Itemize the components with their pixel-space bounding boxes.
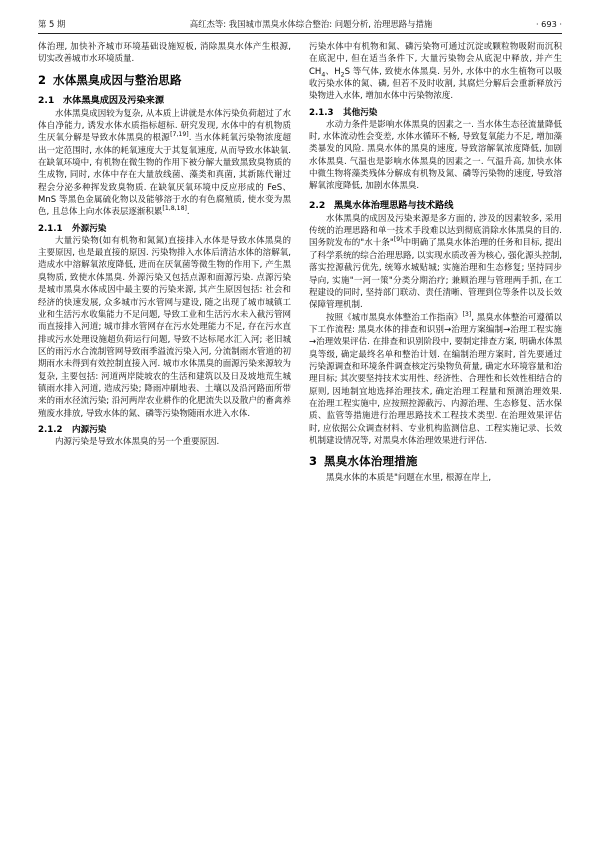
subsubsection-heading-2-1-1 bbox=[38, 222, 291, 234]
page-sheet bbox=[38, 18, 562, 818]
section-title: 黑臭水体治理措施 bbox=[324, 454, 418, 469]
paragraph-2-2-a: 水体黑臭的成因及污染来源是多方面的, 涉及的因素较多, 采用传统的治理思路和单一技术手段难以达到彻底消除水体黑臭的目的. 国务院发布的"水十条"[9]中明确了黑臭水体治理的任务和目标, 提出了科学系统的综合治理思路, 以实现水质改善为核心, 强化源头控制, 落实控源截污优先, 统筹水城贴城; 实施治理和生态修复; 坚持同步导向, 实施"一河一策"分类分期治疗; 兼顾治理与管理两手抓, 在工程建设的同时, 坚持部门联动、责任清晰、管理到位等条件以及长效保障管理机制. bbox=[309, 213, 562, 311]
section-title: 水体黑臭成因与整治思路 bbox=[53, 72, 182, 87]
subsection-title: 黑臭水体治理思路与技术路线 bbox=[334, 199, 454, 211]
subsubsection-heading-2-1-3 bbox=[309, 106, 562, 118]
paragraph-2-2-b: 按照《城市黑臭水体整治工作指南》[3], 黑臭水体整治可遵循以下工作流程: 黑臭水体的排查和识别→治理方案编制→治理工程实施→治理效果评估. 在排查和识别阶段中, 要制定排查方案, 明确水体黑臭等级, 确定最终名单和整治计划. 在编制治理方案时, 首先要通过污染源调查和环境条件调查核定污染物负荷量, 确定水环境容量和治理目标; 其次要坚持技术实用性、经济性、合理性和长效性相结合的原则, 因地制宜地选择治理技术, 确定治理工程量和预测治理效果. 在治理工程实施中, 应按照控源截污、内源治理、生态修复、活水保质、监管等措施进行治理思路技术工程技术类型. 在治理效果评估时, 应依据公众调查材料、专业机构监测信息、工程实施记录、长效机制建设情况等, 对黑臭水体治理效果进行评估. bbox=[309, 310, 562, 446]
subsection-heading-2-2 bbox=[309, 197, 562, 211]
subsubsection-number: 2.1.1 bbox=[38, 223, 63, 234]
subsubsection-title: 外源污染 bbox=[72, 223, 107, 234]
section-heading-2 bbox=[38, 72, 291, 88]
subsubsection-title: 内源污染 bbox=[72, 424, 107, 435]
paragraph-3: 黑臭水体的本质是"问题在水里, 根源在岸上, bbox=[326, 473, 492, 484]
section-heading-3 bbox=[309, 453, 562, 469]
subsubsection-number: 2.1.3 bbox=[309, 107, 334, 118]
paragraph-2-1-3: 水动力条件是影响水体黑臭的因素之一. 当水体生态径流量降低时, 水体流动性会变差, 水体水循环不畅, 导致复氧能力不足, 增加藻类暴发的风险. 黑臭水体的黑臭的速度, 导致溶解氧浓度降低, 加剧水体黑臭. 气温也是影响水体黑臭的因素之一. 气温升高, 加快水体中微生物将藻类残体分解成有机物及氮、磷等污染物的速度, 导致溶解氧浓度降低, 加剧水体黑臭. bbox=[309, 119, 562, 192]
continued-paragraph: 体治理, 加快补齐城市环境基础设施短板, 消除黑臭水体产生根源, 切实改善城市水环境质量. bbox=[38, 42, 291, 65]
paragraph-continued-right: 污染水体中有机物和氮、磷污染物可通过沉淀或颗粒物吸附而沉积在底泥中, 但在适当条件下, 大量污染物会从底泥中释放, 并产生 $CH_4$、$H_2S$ 等气体, 致使水体黑臭. 另外, 水体中的水生植物可以吸收污染水体的氮、磷, 但若不及时收割, 其腐烂分解后会重新释放污染物进入水体, 增加水体中污染物浓度. bbox=[309, 42, 562, 102]
header-issue: 第 5 期 bbox=[38, 19, 66, 29]
paragraph-2-1-1: 大量污染物(如有机物和氮氮)直接排入水体是导致水体黑臭的主要原因, 也是最直接的原因. 污染物排入水体后清洁水体的溶解氧, 造成水中溶解氧浓度降低, 进而在厌氧菌等微生物的作用下, 产生黑臭物质, 致使水体黑臭. 外源污染又包括点源和面源污染. 点源污染是城市黑臭水体成因中最主要的污染来源, 其产生原因包括: 社会和经济的快速发展, 众多城市污水管网与建设, 随之出现了城市城镇工业和生活污水收集能力不足问题, 导致工业和生活污水未入截污管网而直接排入河道; 城市排水管网存在污水处理能力不足, 存在污水直排或污水处理设施超负荷运行问题, 导致不达标尾水汇入河; 老旧城区的雨污水合流制管网导致雨季溢流污染入河, 分流制雨水管道的初期雨水未得到有效控制直接入河. 城市水体黑臭的面源污染来源较为复杂, 主要包括: 河道两岸陡坡农的生活和建筑以及日及坡地荒生城镇雨水排入河道, 造成污染; 降雨冲刷地表、土壤以及沿河路面所带来的雨水径流污染; 沿河两岸农业耕作的化肥流失以及散户的畜禽养殖废水排放, 导致水体的氮、磷等污染物随雨水进入水体. bbox=[38, 235, 291, 419]
header-running-title: 高红杰等: 我国城市黑臭水体综合整治: 问题分析, 治理思路与措施 bbox=[189, 19, 433, 29]
paragraph-2-1-2: 内源污染是导致水体黑臭的另一个重要原因. bbox=[55, 436, 220, 447]
header-page-number: · 693 · bbox=[535, 19, 562, 29]
left-column bbox=[38, 41, 291, 485]
subsection-title: 水体黑臭成因及污染来源 bbox=[63, 94, 165, 106]
section-number: 3 bbox=[309, 454, 318, 469]
section-number: 2 bbox=[38, 72, 47, 87]
subsection-heading-2-1 bbox=[38, 92, 291, 106]
paragraph-2-1: 水体黑臭成因较为复杂, 从本质上讲就是水体污染负荷超过了水体自净能力, 诱发水体水质指标超标. 研究发现, 水体中的有机物质生厌氧分解是导致水体黑臭的根源[7,19]. 当水体耗氧污染物浓度超出一定范围时, 水体的耗氧速度大于其复氧速度, 从而导致水体缺氧. 在缺氧环境中, 有机物在微生物的作用下被分解大量致黑致臭物质的生成物, 同时, 水体中存在大量放线菌、藻类和真菌, 其新陈代谢过程会分泌多种挥发致臭物质. 在缺氧厌氧环境中反应形成的 FeS、MnS 等黑色金属硫化物以及能够溶于水的有色腐殖质, 使水变为黑色, 且总体上向水体表层逐渐积累[1,8,18]. bbox=[38, 108, 291, 218]
subsection-number: 2.1 bbox=[38, 94, 55, 106]
subsubsection-title: 其他污染 bbox=[343, 107, 378, 118]
two-column-body bbox=[38, 41, 562, 485]
subsubsection-heading-2-1-2 bbox=[38, 423, 291, 435]
subsubsection-number: 2.1.2 bbox=[38, 424, 63, 435]
subsection-number: 2.2 bbox=[309, 199, 326, 211]
page-header bbox=[38, 18, 562, 34]
right-column bbox=[309, 41, 562, 485]
